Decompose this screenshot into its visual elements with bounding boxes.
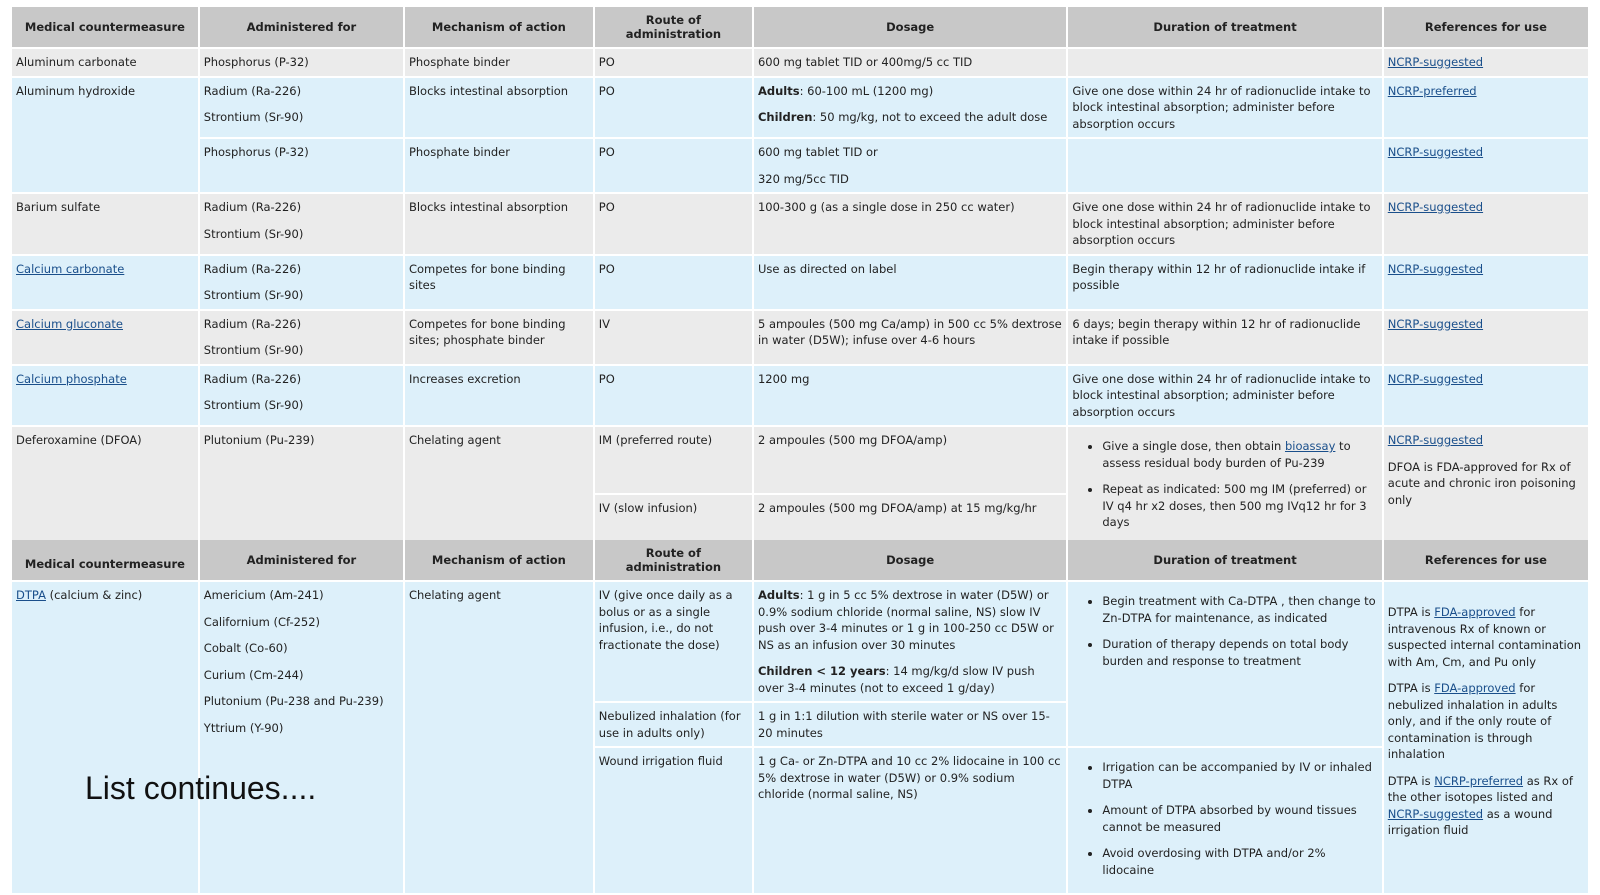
route: Nebulized inhalation (for use in adults only)	[595, 703, 752, 746]
ncrp-link[interactable]: NCRP-suggested	[1387, 55, 1484, 69]
radionuclide: Curium (Cm-244)	[203, 667, 304, 682]
route: PO	[595, 194, 752, 254]
dosage-adults: Adults: 60-100 mL (1200 mg)	[757, 83, 934, 98]
countermeasure-name	[12, 366, 198, 426]
duration	[1068, 748, 1381, 893]
duration-item: • Repeat as indicated: 500 mg IM (preferred) or IV q4 hr x2 doses, then 500 mg IVq12 hr for 3 days	[1102, 481, 1377, 531]
radionuclide: Radium (Ra-226)	[203, 261, 302, 276]
header-administered-for: Administered for	[200, 540, 403, 580]
radionuclide: Strontium (Sr-90)	[203, 343, 304, 357]
table-header-row	[12, 7, 1588, 47]
route: IV (give once daily as a bolus or as a single infusion, i.e., do not fractionate the dose)	[595, 582, 752, 701]
references	[1384, 366, 1588, 426]
route: PO	[595, 49, 752, 76]
table-row	[12, 256, 1588, 309]
references	[1384, 194, 1588, 254]
radionuclide: Strontium (Sr-90)	[203, 110, 304, 124]
references	[1384, 139, 1588, 192]
radionuclide: Radium (Ra-226)	[203, 316, 302, 331]
calcium-carbonate-link[interactable]: Calcium carbonate	[16, 261, 125, 276]
duration-list	[1072, 759, 1377, 878]
mechanism: Competes for bone binding sites	[405, 256, 593, 309]
route: IV (slow infusion)	[595, 495, 752, 556]
mechanism: Competes for bone binding sites; phosphate binder	[405, 311, 593, 364]
mechanism: Chelating agent	[405, 582, 593, 893]
ncrp-link[interactable]: NCRP-suggested	[1387, 371, 1484, 386]
ncrp-preferred-link[interactable]: NCRP-preferred	[1434, 773, 1524, 788]
duration-item: • Amount of DTPA absorbed by wound tissues cannot be measured	[1102, 802, 1377, 835]
references	[1384, 78, 1588, 138]
dosage-line: 600 mg tablet TID or	[757, 145, 878, 159]
duration	[1068, 427, 1381, 556]
route: PO	[595, 78, 752, 138]
header-duration: Duration of treatment	[1068, 7, 1381, 47]
countermeasure-table-2	[10, 538, 1590, 895]
ncrp-link[interactable]: NCRP-suggested	[1387, 200, 1484, 214]
administered-for	[200, 582, 403, 893]
duration: Begin therapy within 12 hr of radionuclide intake if possible	[1068, 256, 1381, 309]
fda-approved-link[interactable]: FDA-approved	[1434, 681, 1516, 695]
radionuclide: Radium (Ra-226)	[203, 200, 302, 214]
mechanism: Chelating agent	[405, 427, 593, 556]
dosage: 5 ampoules (500 mg Ca/amp) in 500 cc 5% dextrose in water (D5W); infuse over 4-6 hours	[754, 311, 1066, 364]
administered-for	[200, 256, 403, 309]
reference-note: DTPA is FDA-approved for nebulized inhalation in adults only, and if the only route of contamination is through inhalation	[1387, 681, 1558, 761]
fda-approved-link[interactable]: FDA-approved	[1434, 605, 1516, 619]
countermeasure-name: Barium sulfate	[12, 194, 198, 254]
administered-for: Plutonium (Pu-239)	[200, 427, 403, 556]
bioassay-link[interactable]: bioassay	[1284, 439, 1336, 453]
countermeasure-name: Aluminum hydroxide	[12, 78, 198, 193]
countermeasure-name: DTPA (calcium & zinc)	[12, 582, 198, 893]
mechanism: Blocks intestinal absorption	[405, 78, 593, 138]
route: PO	[595, 366, 752, 426]
dosage-line: 320 mg/5cc TID	[757, 171, 849, 186]
ncrp-link[interactable]: NCRP-suggested	[1387, 316, 1484, 331]
radionuclide: Cobalt (Co-60)	[203, 641, 288, 655]
reference-note: DFOA is FDA-approved for Rx of acute and chronic iron poisoning only	[1387, 459, 1576, 507]
table-row	[12, 582, 1588, 701]
table-row	[12, 49, 1588, 76]
countermeasure-name: Deferoxamine (DFOA)	[12, 427, 198, 556]
calcium-gluconate-link[interactable]: Calcium gluconate	[16, 316, 123, 331]
ncrp-link[interactable]: NCRP-suggested	[1387, 261, 1484, 276]
dosage-children: Children: 50 mg/kg, not to exceed the adult dose	[757, 110, 1048, 124]
table-row	[12, 194, 1588, 254]
radionuclide: Radium (Ra-226)	[203, 371, 302, 386]
header-countermeasure: Medical countermeasure	[12, 540, 198, 580]
dosage: Use as directed on label	[754, 256, 1066, 309]
table-row	[12, 366, 1588, 426]
duration-list	[1072, 593, 1377, 669]
table-row	[12, 78, 1588, 138]
duration	[1068, 582, 1381, 746]
dosage	[754, 78, 1066, 138]
duration	[1068, 49, 1381, 76]
duration-item: • Avoid overdosing with DTPA and/or 2% lidocaine	[1102, 845, 1377, 878]
mechanism: Blocks intestinal absorption	[405, 194, 593, 254]
route: Wound irrigation fluid	[595, 748, 752, 893]
route: IM (preferred route)	[595, 427, 752, 493]
radionuclide: Radium (Ra-226)	[203, 83, 302, 98]
dosage: 1200 mg	[754, 366, 1066, 426]
radionuclide: Strontium (Sr-90)	[203, 398, 304, 412]
radionuclide: Californium (Cf-252)	[203, 614, 321, 629]
ncrp-suggested-link[interactable]: NCRP-suggested	[1387, 806, 1484, 821]
table-header-row	[12, 540, 1588, 580]
radionuclide: Americium (Am-241)	[203, 588, 324, 602]
header-references: References for use	[1384, 540, 1588, 580]
administered-for	[200, 194, 403, 254]
header-administered-for: Administered for	[200, 7, 403, 47]
header-dosage: Dosage	[754, 7, 1066, 47]
table-row	[12, 139, 1588, 192]
header-dosage: Dosage	[754, 540, 1066, 580]
duration-item: • Begin treatment with Ca-DTPA , then change to Zn-DTPA for maintenance, as indicated	[1102, 593, 1377, 626]
dosage: 1 g in 1:1 dilution with sterile water or NS over 15-20 minutes	[754, 703, 1066, 746]
radionuclide: Yttrium (Y-90)	[203, 720, 284, 735]
dosage: 600 mg tablet TID or 400mg/5 cc TID	[754, 49, 1066, 76]
table-row	[12, 427, 1588, 493]
dtpa-link[interactable]: DTPA	[16, 588, 46, 602]
dosage	[754, 582, 1066, 701]
ncrp-link[interactable]: NCRP-preferred	[1387, 83, 1477, 98]
radionuclide: Strontium (Sr-90)	[203, 288, 304, 302]
dosage: 1 g Ca- or Zn-DTPA and 10 cc 2% lidocaine in 100 cc 5% dextrose in water (D5W) or 0.9% sodium chloride (normal saline, NS)	[754, 748, 1066, 893]
administered-for: Phosphorus (P-32)	[200, 139, 403, 192]
header-mechanism: Mechanism of action	[405, 540, 593, 580]
references	[1384, 582, 1588, 893]
radionuclide: Plutonium (Pu-238 and Pu-239)	[203, 694, 384, 708]
duration: Give one dose within 24 hr of radionuclide intake to block intestinal absorption; administer before absorption occurs	[1068, 194, 1381, 254]
dosage: 2 ampoules (500 mg DFOA/amp) at 15 mg/kg/hr	[754, 495, 1066, 556]
table-row	[12, 311, 1588, 364]
dosage-adults: Adults: 1 g in 5 cc 5% dextrose in water (D5W) or 0.9% sodium chloride (normal saline, NS) slow IV push over 3-4 minutes or 1 g in 100-250 cc D5W or NS as an infusion over 30 minutes	[757, 588, 1054, 652]
duration-item: • Give a single dose, then obtain bioassay to assess residual body burden of Pu-239	[1102, 438, 1377, 471]
countermeasure-name: Aluminum carbonate	[12, 49, 198, 76]
countermeasure-name	[12, 311, 198, 364]
duration-item: • Duration of therapy depends on total body burden and response to treatment	[1102, 636, 1377, 669]
ncrp-link[interactable]: NCRP-suggested	[1387, 433, 1484, 447]
duration: Give one dose within 24 hr of radionuclide intake to block intestinal absorption; administer before absorption occurs	[1068, 366, 1381, 426]
header-route: Route of administration	[595, 540, 752, 580]
radionuclide: Strontium (Sr-90)	[203, 226, 304, 241]
header-mechanism: Mechanism of action	[405, 7, 593, 47]
administered-for: Phosphorus (P-32)	[200, 49, 403, 76]
reference-note: DTPA is FDA-approved for intravenous Rx of known or suspected internal contamination with Am, Cm, and Pu only	[1387, 605, 1582, 669]
list-continues-caption: List continues....	[85, 770, 317, 806]
duration: 6 days; begin therapy within 12 hr of radionuclide intake if possible	[1068, 311, 1381, 364]
reference-note: DTPA is NCRP-preferred as Rx of the other isotopes listed and NCRP-suggested as a wound irrigation fluid	[1387, 773, 1573, 837]
countermeasure-name	[12, 256, 198, 309]
administered-for	[200, 311, 403, 364]
dosage	[754, 139, 1066, 192]
ncrp-link[interactable]: NCRP-suggested	[1387, 145, 1484, 159]
dosage-children: Children < 12 years: 14 mg/kg/d slow IV push over 3-4 minutes (not to exceed 1 g/day)	[757, 664, 1035, 695]
references	[1384, 256, 1588, 309]
administered-for	[200, 366, 403, 426]
route: PO	[595, 139, 752, 192]
header-route: Route of administration	[595, 7, 752, 47]
duration-list	[1072, 438, 1377, 531]
header-countermeasure: Medical countermeasure	[12, 7, 198, 47]
administered-for	[200, 78, 403, 138]
dosage: 2 ampoules (500 mg DFOA/amp)	[754, 427, 1066, 493]
duration	[1068, 139, 1381, 192]
header-references: References for use	[1384, 7, 1588, 47]
header-duration: Duration of treatment	[1068, 540, 1381, 580]
countermeasure-table-1	[10, 5, 1590, 558]
references	[1384, 49, 1588, 76]
references	[1384, 427, 1588, 556]
route: PO	[595, 256, 752, 309]
duration: Give one dose within 24 hr of radionuclide intake to block intestinal absorption; administer before absorption occurs	[1068, 78, 1381, 138]
dosage: 100-300 g (as a single dose in 250 cc water)	[754, 194, 1066, 254]
duration-item: • Irrigation can be accompanied by IV or inhaled DTPA	[1102, 759, 1377, 792]
route: IV	[595, 311, 752, 364]
calcium-phosphate-link[interactable]: Calcium phosphate	[16, 371, 127, 386]
mechanism: Phosphate binder	[405, 139, 593, 192]
mechanism: Increases excretion	[405, 366, 593, 426]
mechanism: Phosphate binder	[405, 49, 593, 76]
references	[1384, 311, 1588, 364]
